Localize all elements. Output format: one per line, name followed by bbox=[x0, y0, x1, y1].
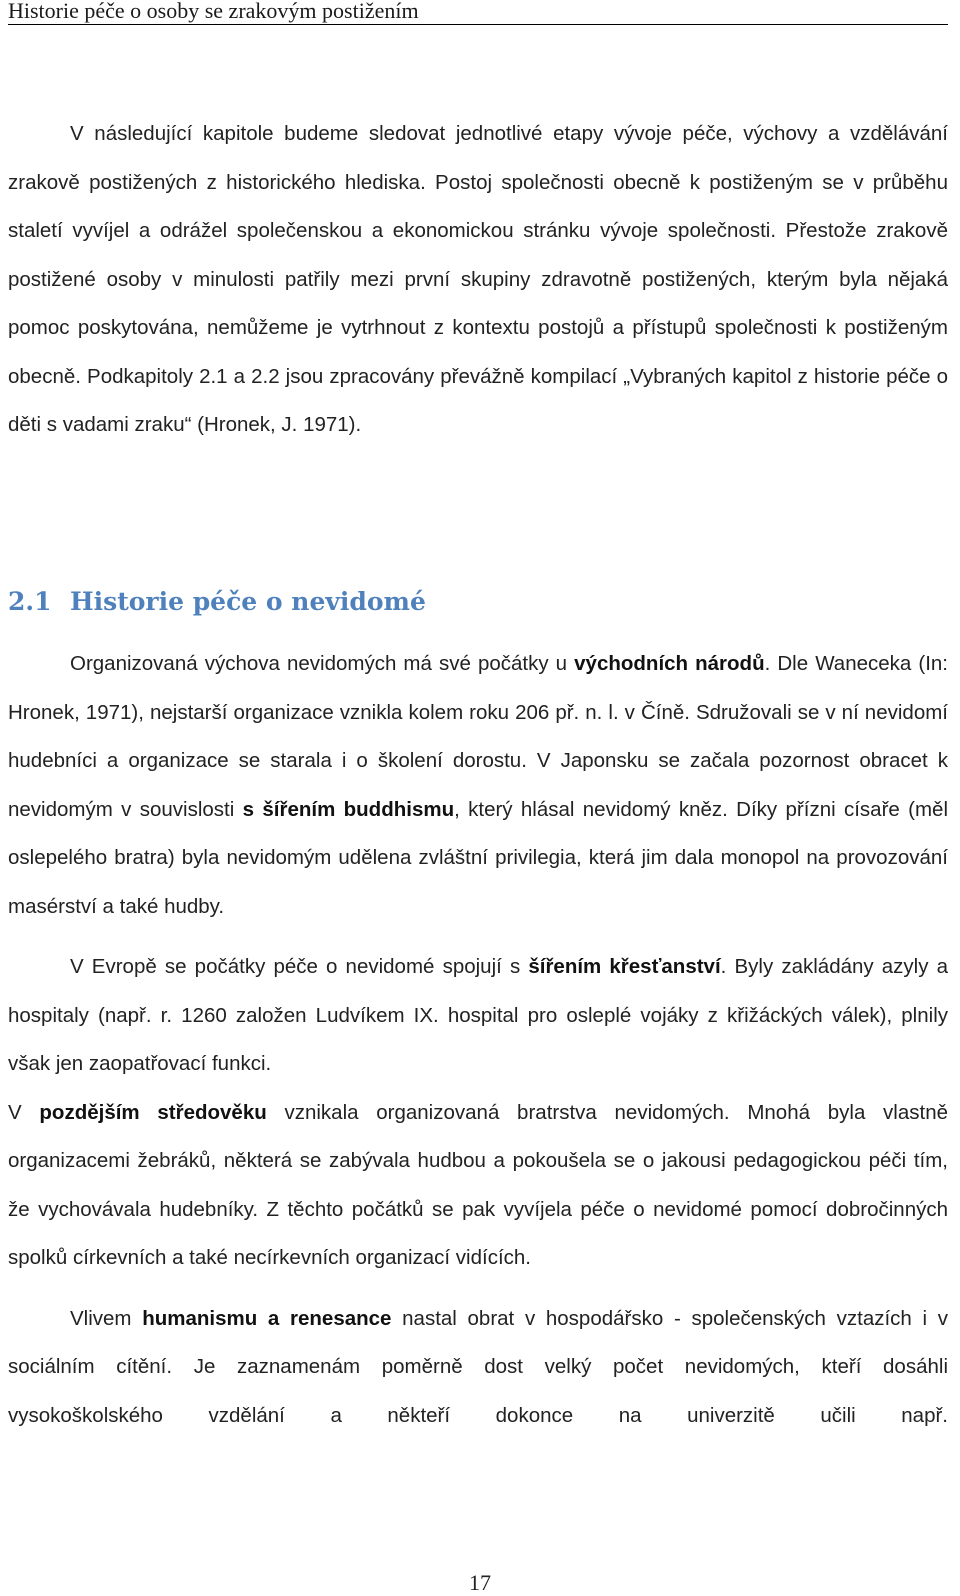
section-number: 2.1 bbox=[8, 587, 52, 616]
paragraph-humanism bbox=[8, 1295, 948, 1441]
intro-paragraph: V následující kapitole budeme sledovat jednotlivé etapy vývoje péče, výchovy a vzdělávání zrakově postižených z historického hlediska. Postoj společnosti obecně k postiženým se v průběhu staletí vyvíjel a odrážel společenskou a ekonomickou stránku vývoje společnosti. Přestože zrakově postižené osoby v minulosti patřily mezi první skupiny zdravotně postižených, kterým byla nějaká pomoc poskytována, nemůžeme je vytrhnout z kontextu postojů a přístupů společnosti k postiženým obecně. Podkapitoly 2.1 a 2.2 jsou zpracovány převážně kompilací „Vybraných kapitol z historie péče o děti s vadami zraku“ (Hronek, J. 1971). bbox=[8, 122, 948, 436]
section-body bbox=[8, 640, 948, 1440]
section-title: Historie péče o nevidomé bbox=[70, 587, 426, 616]
p2-text-c: . Byly zakládány azyly a hospitaly (např. r. 1260 založen Ludvíkem IX. hospital pro osleplé vojáky z křižáckých válek), plnily však jen zaopatřovací funkci. bbox=[8, 955, 949, 1075]
p4-text-a: Vlivem bbox=[70, 1306, 143, 1330]
p1-bold-buddhism: s šířením buddhismu bbox=[242, 797, 455, 821]
running-header-title: Historie péče o osoby se zrakovým postižením bbox=[8, 0, 419, 23]
p2-bold-christianity: šířením křesťanství bbox=[528, 955, 721, 978]
section-heading bbox=[8, 582, 426, 622]
p1-bold-eastern-nations: východních národů bbox=[574, 652, 765, 675]
paragraph-eastern-nations bbox=[8, 640, 948, 931]
p4-bold-humanism-renaissance: humanismu a renesance bbox=[142, 1306, 392, 1330]
intro-block bbox=[8, 110, 948, 450]
p3-bold-late-middle-ages: pozdějším středověku bbox=[39, 1100, 267, 1124]
p1-text-c: . Dle Waneceka (In: Hronek, 1971), nejstarší organizace vznikla kolem roku 206 př. n. l. v Číně. Sdružovali se v ní nevidomí hudebníci a organizace se starala i o školení dorostu. V Japonsku se začala pozornost obracet k nevidomým v souvislosti bbox=[8, 652, 948, 821]
p1-text-e: , který hlásal nevidomý kněz. Díky přízni císaře (měl oslepelého bratra) byla nevidomým udělena zvláštní privilegia, která jim dala monopol na provozování masérství a také hudby. bbox=[8, 797, 949, 918]
p2-text-a: V Evropě se počátky péče o nevidomé spojují s bbox=[70, 955, 529, 978]
page-number: 17 bbox=[469, 1570, 491, 1595]
running-header bbox=[8, 0, 948, 25]
paragraph-europe bbox=[8, 943, 948, 1089]
paragraph-middle-ages bbox=[8, 1089, 948, 1283]
p4-text-c: nastal obrat v hospodářsko - společenských vztazích i v sociálním cítění. Je zaznamenám poměrně dost velký počet nevidomých, kteří dosáhli vysokoškolského vzdělání a někteří dokonce na univerzitě učili např. bbox=[8, 1306, 948, 1427]
p1-text-a: Organizovaná výchova nevidomých má své počátky u bbox=[70, 652, 575, 675]
p3-text-c: vznikala organizovaná bratrstva nevidomých. Mnohá byla vlastně organizacemi žebráků, některá se zabývala hudbou a pokoušela se o jakousi pedagogickou péči tím, že vychovávala hudebníky. Z těchto počátků se pak vyvíjela péče o nevidomé pomocí dobročinných spolků církevních a také necírkevních organizací vidících. bbox=[8, 1100, 949, 1269]
p3-text-a: V bbox=[8, 1100, 40, 1124]
